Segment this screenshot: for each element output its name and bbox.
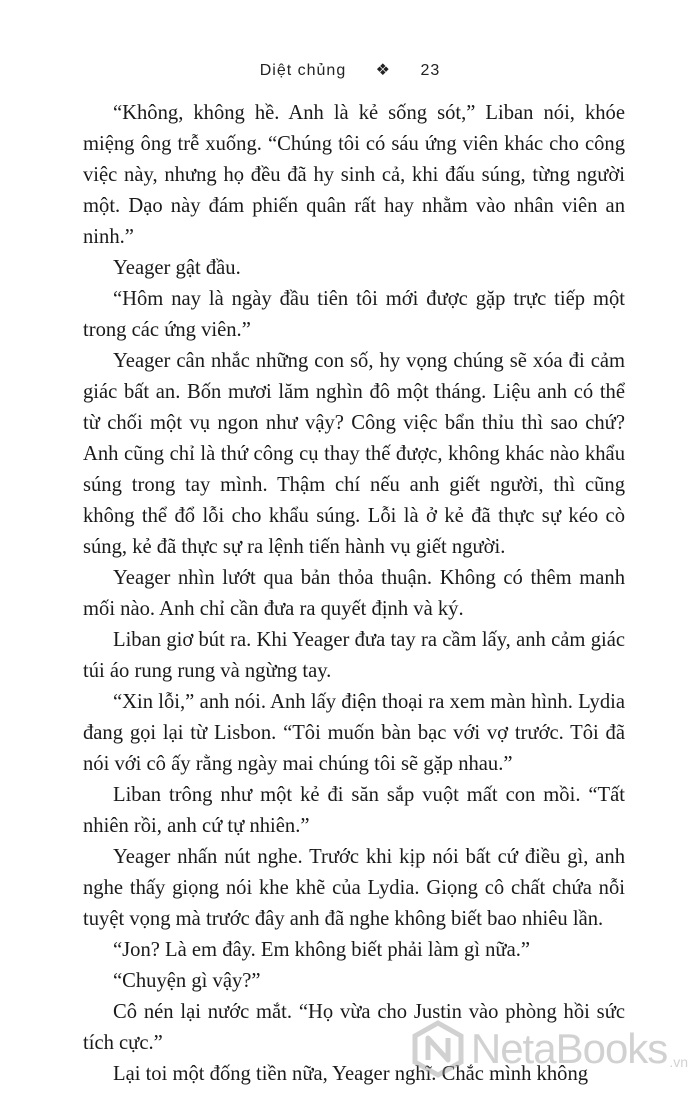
watermark-suffix: .vn [669,1054,688,1070]
paragraph: “Hôm nay là ngày đầu tiên tôi mới được gặp trực tiếp một trong các ứng viên.” [83,288,625,341]
paragraph: “Không, không hề. Anh là kẻ sống sót,” Liban nói, khóe miệng ông trễ xuống. “Chúng tôi có sáu ứng viên khác cho công việc này, nhưng họ đều đã hy sinh cả, khi đấu súng, từng người một. Dạo này đám phiến quân rất hay nhằm vào nhân viên an ninh.” [83,102,625,248]
watermark-brand: NetaBooks [470,1025,668,1072]
paragraph: Yeager cân nhắc những con số, hy vọng chúng sẽ xóa đi cảm giác bất an. Bốn mươi lăm nghìn đô một tháng. Liệu anh có thể từ chối một vụ ngon như vậy? Công việc bẩn thỉu thì sao chứ? Anh cũng chỉ là thứ công cụ thay thế được, không khác nào khẩu súng trong tay mình. Thậm chí nếu anh giết người, thì cũng không thể đổ lỗi cho khẩu súng. Lỗi là ở kẻ đã thực sự kéo cò súng, kẻ đã thực sự ra lệnh tiến hành vụ giết người. [83,350,625,558]
running-header [0,60,700,80]
paragraph: “Jon? Là em đây. Em không biết phải làm gì nữa.” [113,939,531,961]
separator-icon: ❖ [375,62,392,79]
paragraph: Cô nén lại nước mắt. “Họ vừa cho Justin vào phòng hồi sức tích cực.” [83,1001,625,1054]
paragraph: Yeager nhìn lướt qua bản thỏa thuận. Không có thêm manh mối nào. Anh chỉ cần đưa ra quyết định và ký. [83,567,625,620]
chapter-title: Diệt chủng [259,62,347,79]
paragraph: Liban trông như một kẻ đi săn sắp vuột mất con mồi. “Tất nhiên rồi, anh cứ tự nhiên.” [83,784,625,837]
watermark [409,1020,688,1078]
paragraph: “Chuyện gì vậy?” [113,970,261,992]
paragraph: Lại toi một đống tiền nữa, Yeager nghĩ. Chắc mình không [113,1063,589,1085]
page-number: 23 [420,62,441,79]
paragraph: Yeager nhấn nút nghe. Trước khi kịp nói bất cứ điều gì, anh nghe thấy giọng nói khe khẽ của Lydia. Giọng cô chất chứa nỗi tuyệt vọng mà trước đây anh đã nghe không biết bao nhiêu lần. [83,846,625,930]
paragraph: “Xin lỗi,” anh nói. Anh lấy điện thoại ra xem màn hình. Lydia đang gọi lại từ Lisbon. “Tôi muốn bàn bạc với vợ trước. Tôi đã nói với cô ấy rằng ngày mai chúng tôi sẽ gặp nhau.” [83,691,625,775]
netabooks-logo-icon [409,1020,467,1078]
paragraph: Liban giơ bút ra. Khi Yeager đưa tay ra cầm lấy, anh cảm giác túi áo rung rung và ngừng tay. [83,629,625,682]
page-body [83,98,625,1090]
paragraph: Yeager gật đầu. [113,257,241,279]
